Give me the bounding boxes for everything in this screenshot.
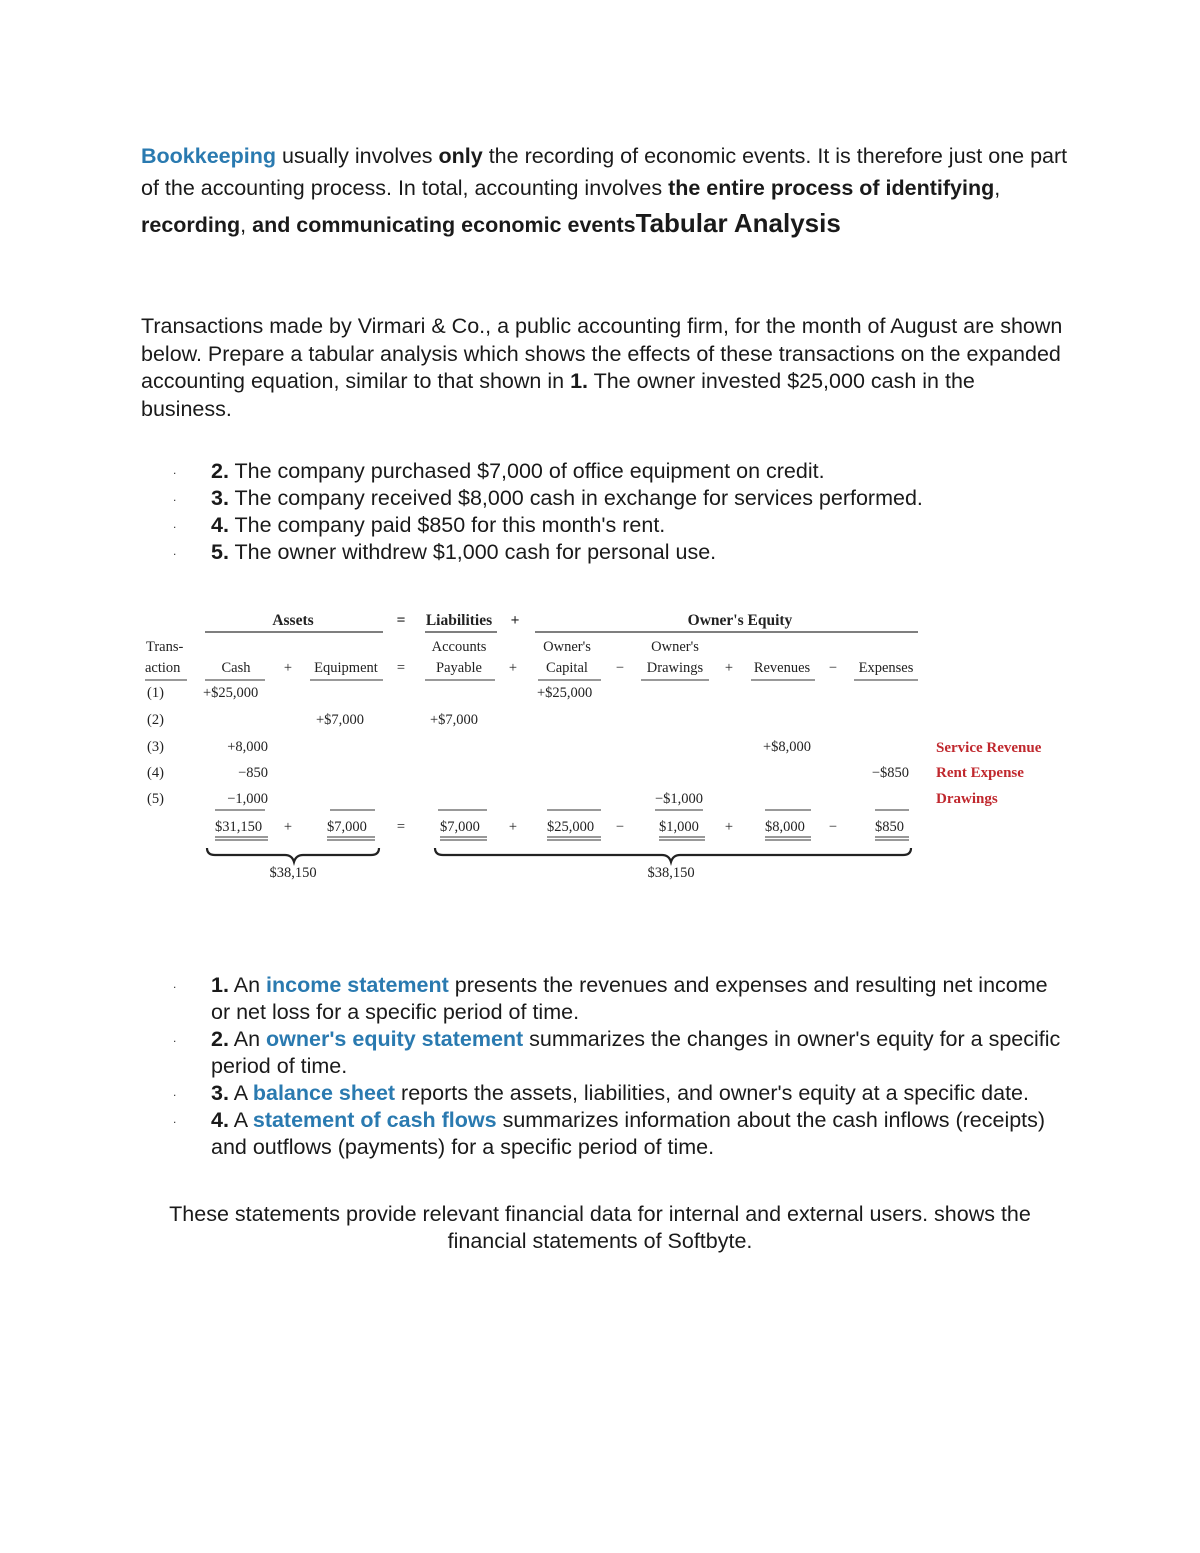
bullet-icon: . xyxy=(173,544,177,558)
closing-paragraph: These statements provide relevant financial data for internal and external users. shows the financial statements of Softbyte. xyxy=(169,1202,1031,1253)
total-equipment: $7,000 xyxy=(327,819,367,835)
svg-text:−: − xyxy=(615,660,625,676)
liabilities-header: Liabilities xyxy=(425,612,493,629)
svg-text:=: = xyxy=(396,660,406,676)
svg-text:+: + xyxy=(283,660,293,676)
plus-sign: + xyxy=(510,612,520,629)
balance-sheet-term: balance sheet xyxy=(252,1081,396,1105)
tabular-analysis-table xyxy=(135,600,1065,895)
bullet-icon: . xyxy=(173,490,177,504)
cash-cell: +8,000 xyxy=(227,739,268,755)
intro-paragraph: Bookkeeping usually involves only the recording of economic events. It is therefore just one part of the accounting process. In total, accounting involves the entire process of identifying, recording, and communicating economic eventsTabular Analysis xyxy=(141,144,1068,238)
drawings-note: Drawings xyxy=(936,791,998,807)
svg-text:+: + xyxy=(508,660,518,676)
service-revenue-note: Service Revenue xyxy=(936,740,1042,756)
equals-sign: = xyxy=(396,612,406,629)
problem-paragraph: Transactions made by Virmari & Co., a public accounting firm, for the month of August are shown below. Prepare a tabular analysis which shows the effects of these transactions on the expanded accounting equation, similar to that shown in 1. The owner invested $25,000 cash in the business. xyxy=(141,314,1063,421)
financial-statements-list xyxy=(141,972,1071,1161)
bullet-icon: . xyxy=(173,463,177,477)
expenses-column-header: Expenses xyxy=(858,660,914,676)
row-id: (5) xyxy=(147,791,164,807)
total-capital: $25,000 xyxy=(547,819,595,835)
owners-drawings-header: Owner's xyxy=(651,639,699,655)
transactions-list xyxy=(141,458,1071,566)
cash-cell: −1,000 xyxy=(227,791,268,807)
svg-text:+: + xyxy=(724,819,734,835)
rent-expense-note: Rent Expense xyxy=(936,765,1024,781)
bullet-icon: . xyxy=(173,517,177,531)
total-drawings: $1,000 xyxy=(659,819,699,835)
capital-cell: +$25,000 xyxy=(537,685,593,701)
owners-capital-header: Owner's xyxy=(543,639,591,655)
list-item: . 1. An income statement presents the revenues and expenses and resulting net income or net loss for a specific period of time. xyxy=(173,973,1048,1024)
row-id: (1) xyxy=(147,685,164,701)
income-statement-term: income statement xyxy=(266,973,449,997)
svg-text:+: + xyxy=(724,660,734,676)
drawings-cell: −$1,000 xyxy=(654,791,703,807)
tabular-analysis-figure xyxy=(135,600,1065,895)
cash-cell: −850 xyxy=(238,765,268,781)
list-item: . 2. The company purchased $7,000 of office equipment on credit. xyxy=(173,459,825,483)
cash-column-header: Cash xyxy=(221,660,251,676)
revenues-cell: +$8,000 xyxy=(762,739,811,755)
row-id: (4) xyxy=(147,765,164,781)
bullet-icon: . xyxy=(173,1031,177,1045)
row-id: (3) xyxy=(147,739,164,755)
assets-header: Assets xyxy=(272,612,314,629)
svg-text:Drawings: Drawings xyxy=(646,660,704,676)
bullet-icon: . xyxy=(173,1085,177,1099)
owners-equity-statement-term: owner's equity statement xyxy=(266,1027,524,1051)
svg-text:=: = xyxy=(396,819,406,835)
list-item: . 2. An owner's equity statement summarizes the changes in owner's equity for a specific period of time. xyxy=(173,1027,1061,1078)
svg-text:−: − xyxy=(828,819,838,835)
expenses-cell: −$850 xyxy=(871,765,909,781)
action-label: action xyxy=(145,660,181,676)
equipment-column-header: Equipment xyxy=(314,660,378,676)
bullet-icon: . xyxy=(173,1112,177,1126)
bullet-icon: . xyxy=(173,977,177,991)
svg-text:−: − xyxy=(615,819,625,835)
owners-equity-header: Owner's Equity xyxy=(687,612,793,629)
list-item: . 4. A statement of cash flows summarizes information about the cash inflows (receipts) and outflows (payments) for a specific period of time. xyxy=(173,1108,1046,1159)
cash-flows-statement-term: statement of cash flows xyxy=(252,1108,497,1132)
svg-text:+: + xyxy=(283,819,293,835)
svg-text:+: + xyxy=(508,819,518,835)
total-payable: $7,000 xyxy=(440,819,480,835)
list-item: . 5. The owner withdrew $1,000 cash for personal use. xyxy=(173,540,717,564)
svg-text:Capital: Capital xyxy=(546,660,588,676)
trans-label: Trans- xyxy=(146,639,184,655)
list-item: . 3. The company received $8,000 cash in exchange for services performed. xyxy=(173,486,923,510)
list-item: . 3. A balance sheet reports the assets, liabilities, and owner's equity at a specific date. xyxy=(173,1081,1029,1105)
svg-text:Payable: Payable xyxy=(436,660,482,676)
total-liabilities-equity: $38,150 xyxy=(647,865,695,881)
total-revenues: $8,000 xyxy=(765,819,805,835)
row-id: (2) xyxy=(147,712,164,728)
total-assets: $38,150 xyxy=(269,865,317,881)
cash-cell: +$25,000 xyxy=(203,685,259,701)
only-emphasis: only xyxy=(438,144,483,168)
svg-text:−: − xyxy=(828,660,838,676)
list-item: . 4. The company paid $850 for this month's rent. xyxy=(173,513,666,537)
equipment-cell: +$7,000 xyxy=(316,712,365,728)
revenues-column-header: Revenues xyxy=(753,660,811,676)
payable-cell: +$7,000 xyxy=(430,712,479,728)
bookkeeping-term: Bookkeeping xyxy=(141,144,276,168)
section-heading: Tabular Analysis xyxy=(635,208,841,238)
total-expenses: $850 xyxy=(875,819,904,835)
accounts-payable-header: Accounts xyxy=(431,639,487,655)
total-cash: $31,150 xyxy=(215,819,263,835)
